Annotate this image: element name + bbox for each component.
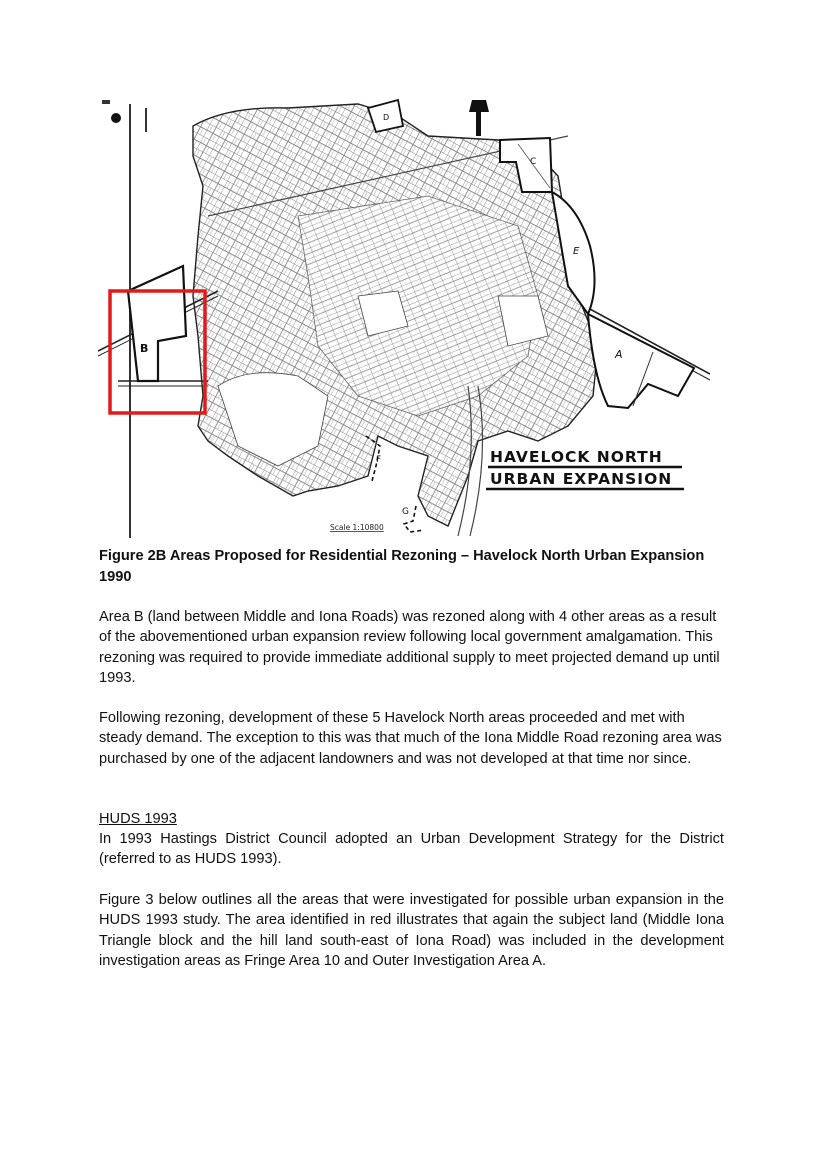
area-label-d: D <box>383 113 390 122</box>
area-label-e: E <box>573 246 580 257</box>
map-title <box>486 448 684 489</box>
area-label-f: F <box>376 455 382 465</box>
figure-caption <box>99 546 724 588</box>
caption-line-1: Figure 2B Areas Proposed for Residential Rezoning – Havelock North Urban Expansion <box>99 548 705 564</box>
area-label-a: A <box>615 348 623 361</box>
area-label-g: G <box>402 507 409 517</box>
paragraph-area-b: Area B (land between Middle and Iona Roads) was rezoned along with 4 other areas as a result of the abovementioned urban expansion review following local government amalgamation. This rezoning was required to provide immediate additional supply to meet projected demand up until 1993. <box>99 609 720 687</box>
registration-dot-icon <box>111 113 121 123</box>
map-scale: Scale 1:10800 <box>330 523 384 532</box>
svg-text:URBAN EXPANSION: URBAN EXPANSION <box>490 470 673 488</box>
urban-expansion-map <box>98 96 710 538</box>
area-label-c: C <box>530 157 537 167</box>
north-arrow-icon <box>469 100 489 136</box>
svg-text:HAVELOCK NORTH: HAVELOCK NORTH <box>490 448 663 466</box>
paragraph-huds-adopted: In 1993 Hastings District Council adopted an Urban Development Strategy for the District (referred to as HUDS 1993). <box>99 831 724 868</box>
paragraph-following-rezoning: Following rezoning, development of these 5 Havelock North areas proceeded and met with steady demand. The exception to this was that much of the Iona Middle Road rezoning area was purchased by one of the adjacent landowners and was not developed at that time nor since. <box>99 710 722 767</box>
area-label-b: B <box>140 342 149 355</box>
caption-line-2: 1990 <box>99 569 132 585</box>
paragraph-figure-3: Figure 3 below outlines all the areas that were investigated for possible urban expansion in the HUDS 1993 study. The area identified in red illustrates that again the subject land (Middle Iona Triangle block and the hill land south-east of Iona Road) was included in the development investigation areas as Fringe Area 10 and Outer Investigation Area A. <box>99 892 724 970</box>
section-heading-huds-1993: HUDS 1993 <box>99 811 177 827</box>
